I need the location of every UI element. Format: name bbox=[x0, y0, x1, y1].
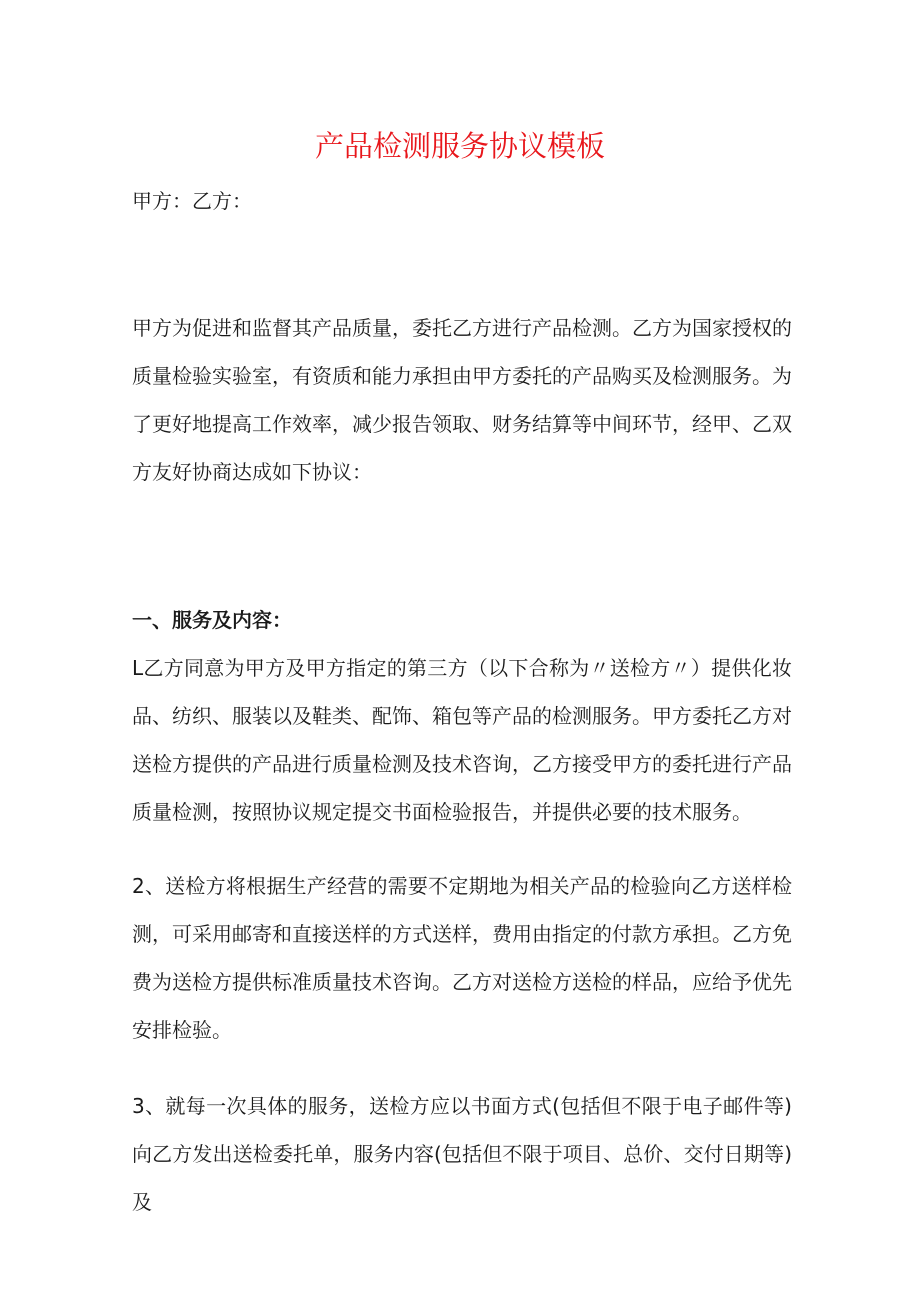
intro-paragraph: 甲方为促进和监督其产品质量，委托乙方进行产品检测。乙方为国家授权的质量检验实验室，有资质和能力承担由甲方委托的产品购买及检测服务。为了更好地提高工作效率，减少报告领取、财务结算等中间环节，经甲、乙双方友好协商达成如下协议： bbox=[132, 316, 792, 484]
document-title: 产品检测服务协议模板 bbox=[314, 129, 605, 163]
clause-3: 3、就每一次具体的服务，送检方应以书面方式(包括但不限于电子邮件等)向乙方发出送检委托单，服务内容(包括但不限于项目、总价、交付日期等)及 bbox=[132, 1094, 792, 1214]
section-heading: 一、服务及内容： bbox=[132, 608, 292, 632]
parties-line: 甲方：乙方： bbox=[132, 189, 252, 213]
clause-2: 2、送检方将根据生产经营的需要不定期地为相关产品的检验向乙方送样检测，可采用邮寄和直接送样的方式送样，费用由指定的付款方承担。乙方免费为送检方提供标准质量技术咨询。乙方对送检方送检的样品，应给予优先安排检验。 bbox=[132, 874, 792, 1042]
clause-1: L乙方同意为甲方及甲方指定的第三方（以下合称为〃送检方〃）提供化妆品、纺织、服装以及鞋类、配饰、箱包等产品的检测服务。甲方委托乙方对送检方提供的产品进行质量检测及技术咨询，乙方接受甲方的委托进行产品质量检测，按照协议规定提交书面检验报告，并提供必要的技术服务。 bbox=[132, 656, 792, 824]
